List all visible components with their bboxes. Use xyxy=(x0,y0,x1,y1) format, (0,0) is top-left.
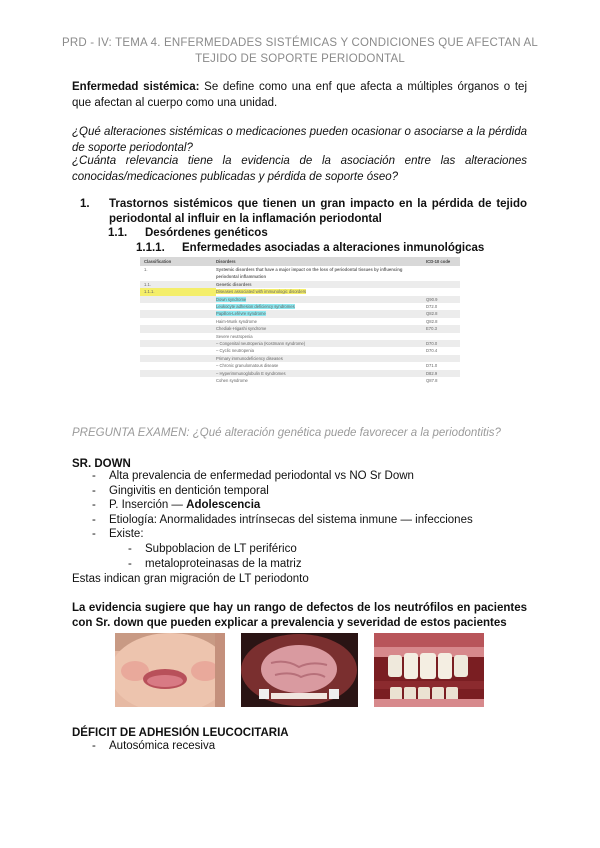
table-cell-disorder xyxy=(216,362,426,369)
table-cell-icd xyxy=(426,333,460,340)
section-1-1-1-heading xyxy=(136,241,484,256)
down-conclusion: Estas indican gran migración de LT periodonto xyxy=(72,573,309,585)
table-cell-icd xyxy=(426,355,460,362)
table-cell-text: – Cyclic neutropenia xyxy=(216,348,254,354)
table-cell-classification: 1. xyxy=(144,267,148,272)
table-cell-classification xyxy=(140,377,216,384)
table-cell-classification xyxy=(140,296,216,303)
table-header xyxy=(140,257,460,266)
table-cell-icd: Q87.8 xyxy=(426,378,438,384)
table-cell-disorder xyxy=(216,347,426,354)
table-cell-text: – Congenital neutropenia (Kostmann syndrome) xyxy=(216,341,306,347)
down-sublist xyxy=(72,542,527,571)
table-cell-icd xyxy=(426,281,460,288)
table-cell-disorder xyxy=(216,281,426,288)
header-line-1: PRD - IV: TEMA 4. ENFERMEDADES SISTÉMICAS Y CONDICIONES QUE AFECTAN AL xyxy=(61,37,539,49)
table-row xyxy=(140,362,460,369)
table-cell-disorder xyxy=(216,310,426,317)
table-row xyxy=(140,340,460,347)
table-cell-icd: D82.9 xyxy=(426,370,438,376)
list-item: - Etiología: Anormalidades intrínsecas del sistema inmune — infecciones xyxy=(72,513,527,528)
table-cell-classification xyxy=(140,318,216,325)
section-1-heading xyxy=(72,197,527,227)
down-syndrome-face-photo xyxy=(115,633,225,707)
definition-text: Se define como una enf que afecta a múltiples órganos o tej que afectan al cuerpo como una unidad. xyxy=(72,81,528,109)
lad-list-container xyxy=(72,739,527,754)
table-row xyxy=(140,310,460,317)
table-cell-classification xyxy=(140,333,216,340)
section-1-1-number: 1.1. xyxy=(108,227,128,239)
table-cell-classification: 1.1.1. xyxy=(140,288,216,295)
down-list xyxy=(72,469,527,542)
table-cell-disorder xyxy=(216,333,426,340)
table-cell-text: – Chronic granulomatous disease xyxy=(216,363,279,369)
table-cell-text: Diseases associated with immunologic disorders xyxy=(216,289,307,295)
table-cell-disorder xyxy=(216,377,426,384)
table-cell-icd: Q82.8 xyxy=(426,318,438,324)
table-cell-text: Papillon-Lefèvre syndrome xyxy=(216,311,266,317)
table-row xyxy=(140,347,460,354)
fissured-tongue-photo xyxy=(241,633,358,707)
table-cell-icd: D72.0 xyxy=(426,304,438,310)
insertion-prefix: P. Inserción — xyxy=(109,499,187,512)
table-cell-icd xyxy=(426,266,460,281)
table-cell-text: Systemic disorders that have a major impact on the loss of periodontal tissues by influencing periodontal inflammation xyxy=(216,267,403,280)
table-cell-classification: 1.1. xyxy=(144,281,151,287)
list-item: - Subpoblacion de LT periférico xyxy=(72,542,527,557)
down-title: SR. DOWN xyxy=(72,458,131,470)
table-cell-disorder xyxy=(216,318,426,325)
table-cell-text: Down syndrome xyxy=(216,296,247,302)
exam-question: PREGUNTA EXAMEN: ¿Qué alteración genética puede favorecer a la periodontitis? xyxy=(72,427,501,439)
table-cell-icd: Q90.9 xyxy=(426,296,438,302)
section-1-1-1-title: Enfermedades asociadas a alteraciones inmunológicas xyxy=(182,242,485,254)
table-cell-icd: D70.4 xyxy=(426,348,438,354)
table-cell-text: Severe neutropenia xyxy=(216,333,253,339)
table-cell-classification xyxy=(140,340,216,347)
list-item: - Alta prevalencia de enfermedad periodontal vs NO Sr Down xyxy=(72,469,527,484)
table-cell-disorder xyxy=(216,355,426,362)
table-row xyxy=(140,333,460,340)
table-cell-classification xyxy=(140,355,216,362)
section-1-title: Trastornos sistémicos que tienen un gran impacto en la pérdida de tejido periodontal al influir en la inflamación periodontal xyxy=(109,198,527,225)
list-item xyxy=(72,498,527,513)
lad-title: DÉFICIT DE ADHESIÓN LEUCOCITARIA xyxy=(72,727,289,739)
table-cell-text: Genetic disorders xyxy=(216,281,252,287)
question-2: ¿Cuánta relevancia tiene la evidencia de la asociación entre las alteraciones conocidas/medicaciones publicadas y pérdida de soporte óseo? xyxy=(72,155,527,183)
table-cell-disorder xyxy=(216,340,426,347)
table-cell-icd: E70.3 xyxy=(426,326,437,332)
list-item: - metaloproteinasas de la matriz xyxy=(72,557,527,572)
table-cell-classification xyxy=(140,310,216,317)
table-cell-classification xyxy=(140,325,216,332)
table-row xyxy=(140,325,460,332)
periodontal-teeth-photo xyxy=(374,633,484,707)
table-cell-text: – Hyperimmunoglobulin E syndromes xyxy=(216,370,286,376)
table-row xyxy=(140,281,460,288)
table-cell-icd: Q82.8 xyxy=(426,311,438,317)
down-list-container xyxy=(72,469,527,571)
table-cell-classification xyxy=(140,347,216,354)
table-cell-text: Leukocyte adhesion deficiency syndromes xyxy=(216,304,295,310)
section-1-1-title: Desórdenes genéticos xyxy=(145,227,268,239)
table-row xyxy=(140,370,460,377)
list-item: - Existe: xyxy=(72,527,527,542)
section-1-number: 1. xyxy=(80,198,90,210)
header-line-2: TEJIDO DE SOPORTE PERIODONTAL xyxy=(195,53,405,65)
table-row xyxy=(140,296,460,303)
table-header-disorders: Disorders xyxy=(216,259,236,264)
table-header-icd: ICD-10 code xyxy=(426,259,451,264)
evidence-paragraph: La evidencia sugiere que hay un rango de defectos de los neutrófilos en pacientes con Sr. down que pueden explicar a prevalencia y severidad de estos pacientes xyxy=(72,602,527,629)
table-cell-text: Haim-Munk syndrome xyxy=(216,318,257,324)
table-row xyxy=(140,303,460,310)
table-cell-classification xyxy=(140,303,216,310)
definition-paragraph xyxy=(72,79,527,111)
lad-list xyxy=(72,739,527,754)
table-cell-icd xyxy=(426,288,460,295)
table-cell-classification xyxy=(140,370,216,377)
table-row xyxy=(140,266,460,281)
table-row xyxy=(140,288,460,295)
table-body xyxy=(140,266,460,385)
table-cell-icd: D71.0 xyxy=(426,363,438,369)
table-cell-icd: D70.0 xyxy=(426,341,438,347)
list-item: - Autosómica recesiva xyxy=(72,739,527,754)
table-cell-disorder xyxy=(216,266,426,281)
classification-table-image xyxy=(140,257,460,423)
table-cell-disorder xyxy=(216,303,426,310)
table-cell-classification xyxy=(140,362,216,369)
table-row xyxy=(140,355,460,362)
definition-term: Enfermedad sistémica: xyxy=(72,81,200,93)
insertion-bold: Adolescencia xyxy=(186,499,261,512)
table-row xyxy=(140,377,460,384)
table-cell-disorder xyxy=(216,370,426,377)
table-cell-text: Primary immunodeficiency diseases xyxy=(216,355,283,361)
table-cell-text: Cohen syndrome xyxy=(216,378,248,384)
table-cell-disorder xyxy=(216,288,426,295)
table-cell-disorder xyxy=(216,296,426,303)
table-cell-text: Chediak-Higashi syndrome xyxy=(216,326,267,332)
list-item: - Gingivitis en dentición temporal xyxy=(72,484,527,499)
section-1-1-1-number: 1.1.1. xyxy=(136,242,165,254)
table-header-classification: Classification xyxy=(144,259,172,264)
table-row xyxy=(140,318,460,325)
section-1-1-heading xyxy=(108,226,268,241)
table-cell-disorder xyxy=(216,325,426,332)
question-1: ¿Qué alteraciones sistémicas o medicaciones pueden ocasionar o asociarse a la pérdida de soporte periodontal? xyxy=(72,126,527,154)
page-header xyxy=(60,35,540,67)
